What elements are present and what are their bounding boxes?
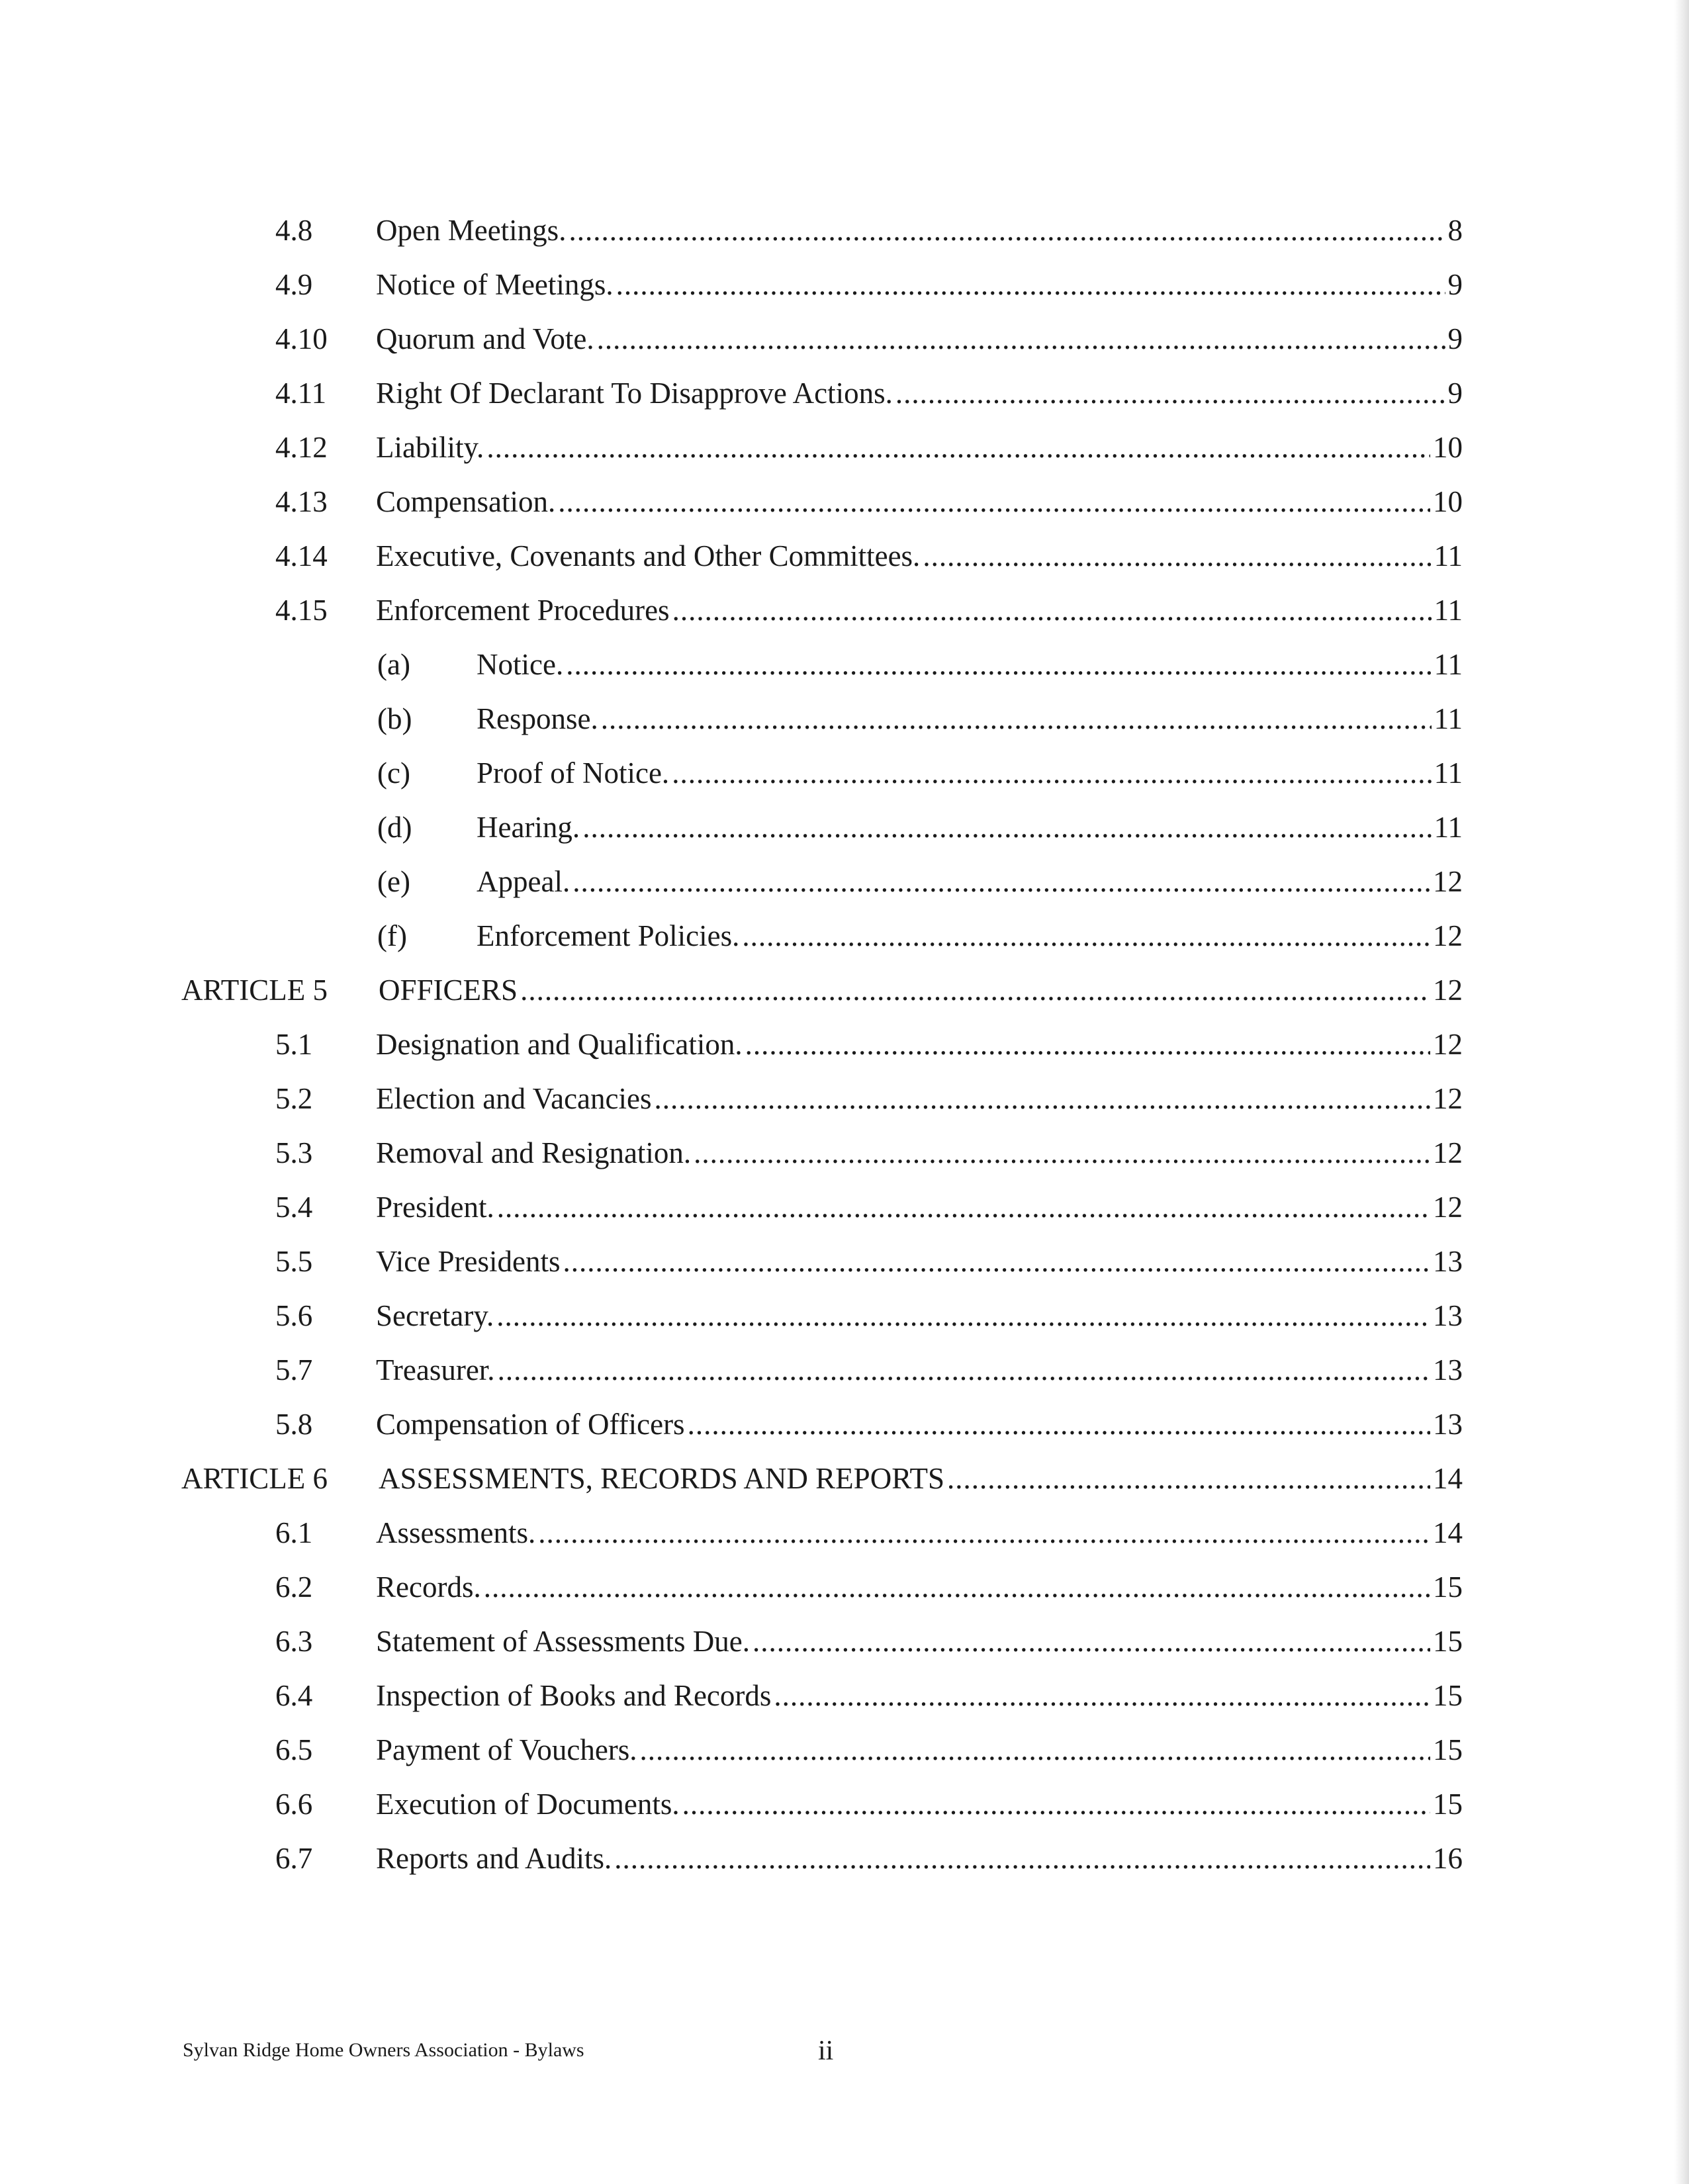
- toc-entry-number: (b): [377, 702, 412, 735]
- toc-entry-page: 11: [1434, 594, 1463, 627]
- toc-entry-title: Notice of Meetings.: [376, 268, 614, 301]
- toc-entry-6-1: [0, 1513, 1689, 1553]
- toc-entry-page: 15: [1433, 1679, 1463, 1712]
- toc-entry-title: Inspection of Books and Records: [376, 1679, 772, 1712]
- toc-entry-5-5: [0, 1242, 1689, 1281]
- toc-entry-page: 15: [1433, 1625, 1463, 1658]
- toc-entry-number: 4.11: [275, 377, 327, 410]
- toc-entry-page: 14: [1433, 1462, 1463, 1495]
- toc-entry-title: Enforcement Procedures: [376, 594, 670, 627]
- toc-entry-title: Notice.: [477, 648, 564, 681]
- toc-entry-5-6: [0, 1296, 1689, 1336]
- toc-entry-page: 13: [1433, 1353, 1463, 1387]
- toc-entry-number: ARTICLE 5: [181, 974, 328, 1007]
- toc-entry-title: President.: [376, 1191, 494, 1224]
- toc-entry-number: 4.10: [275, 322, 328, 355]
- toc-entry-number: 6.6: [275, 1788, 313, 1821]
- toc-entry-5-3: [0, 1133, 1689, 1173]
- toc-entry-number: (a): [377, 648, 410, 681]
- toc-entry-6-6: [0, 1784, 1689, 1824]
- toc-entry-number: 6.5: [275, 1733, 313, 1766]
- toc-dot-leader: [484, 1567, 1430, 1607]
- toc-entry-page: 10: [1433, 431, 1463, 464]
- toc-entry-4-15: [0, 590, 1689, 630]
- toc-entry-6-7: [0, 1839, 1689, 1878]
- toc-dot-leader: [597, 319, 1445, 359]
- toc-entry-number: 6.2: [275, 1570, 313, 1604]
- toc-entry-page: 9: [1447, 322, 1463, 355]
- toc-entry-page: 12: [1433, 919, 1463, 952]
- toc-entry-title: Designation and Qualification.: [376, 1028, 743, 1061]
- toc-subentry-f: [0, 916, 1689, 956]
- footer-document-title: Sylvan Ridge Home Owners Association - Bylaws: [183, 2039, 584, 2061]
- toc-entry-5-1: [0, 1024, 1689, 1064]
- toc-subentry-a: [0, 645, 1689, 684]
- toc-entry-page: 11: [1434, 702, 1463, 735]
- toc-entry-number: 5.8: [275, 1408, 313, 1441]
- toc-entry-page: 10: [1433, 485, 1463, 518]
- toc-dot-leader: [672, 753, 1431, 793]
- toc-entry-number: 4.14: [275, 539, 328, 572]
- toc-entry-title: OFFICERS: [379, 974, 518, 1007]
- toc-entry-4-8: [0, 210, 1689, 250]
- toc-entry-number: (e): [377, 865, 410, 898]
- toc-entry-6-5: [0, 1730, 1689, 1770]
- toc-subentry-d: [0, 807, 1689, 847]
- toc-dot-leader: [745, 1024, 1430, 1064]
- toc-dot-leader: [563, 1242, 1430, 1281]
- toc-entry-number: (c): [377, 756, 410, 790]
- toc-entry-title: Vice Presidents: [376, 1245, 561, 1278]
- toc-entry-page: 14: [1433, 1516, 1463, 1549]
- toc-dot-leader: [923, 536, 1431, 576]
- toc-entry-title: Right Of Declarant To Disapprove Actions.: [376, 377, 893, 410]
- toc-entry-title: Compensation of Officers: [376, 1408, 685, 1441]
- toc-entry-title: Election and Vacancies: [376, 1082, 652, 1115]
- toc-entry-title: Quorum and Vote.: [376, 322, 594, 355]
- toc-entry-5-4: [0, 1187, 1689, 1227]
- toc-dot-leader: [538, 1513, 1430, 1553]
- toc-entry-5-7: [0, 1350, 1689, 1390]
- toc-entry-title: Executive, Covenants and Other Committees.: [376, 539, 921, 572]
- toc-entry-title: Execution of Documents.: [376, 1788, 680, 1821]
- toc-article-5: [0, 970, 1689, 1010]
- toc-dot-leader: [486, 428, 1430, 467]
- toc-dot-leader: [496, 1296, 1430, 1336]
- toc-entry-number: 5.2: [275, 1082, 313, 1115]
- toc-entry-number: (f): [377, 919, 407, 952]
- toc-entry-4-12: [0, 428, 1689, 467]
- toc-dot-leader: [742, 916, 1430, 956]
- toc-dot-leader: [497, 1187, 1430, 1227]
- toc-entry-number: 4.12: [275, 431, 328, 464]
- toc-entry-title: Removal and Resignation.: [376, 1136, 692, 1169]
- toc-entry-4-11: [0, 373, 1689, 413]
- toc-article-6: [0, 1459, 1689, 1498]
- toc-entry-title: Reports and Audits.: [376, 1842, 612, 1875]
- toc-entry-title: Proof of Notice.: [477, 756, 670, 790]
- toc-entry-number: 6.4: [275, 1679, 313, 1712]
- toc-entry-number: (d): [377, 811, 412, 844]
- toc-subentry-c: [0, 753, 1689, 793]
- toc-entry-number: 5.6: [275, 1299, 313, 1332]
- toc-entry-number: 6.1: [275, 1516, 313, 1549]
- toc-subentry-b: [0, 699, 1689, 739]
- toc-entry-page: 9: [1447, 268, 1463, 301]
- toc-entry-title: ASSESSMENTS, RECORDS AND REPORTS: [379, 1462, 945, 1495]
- toc-entry-6-4: [0, 1676, 1689, 1715]
- toc-dot-leader: [672, 590, 1432, 630]
- toc-entry-page: 13: [1433, 1299, 1463, 1332]
- toc-dot-leader: [601, 699, 1432, 739]
- toc-entry-title: Assessments.: [376, 1516, 536, 1549]
- toc-entry-number: 5.7: [275, 1353, 313, 1387]
- toc-dot-leader: [774, 1676, 1430, 1715]
- toc-dot-leader: [682, 1784, 1430, 1824]
- toc-entry-number: 6.3: [275, 1625, 313, 1658]
- toc-entry-title: Secretary.: [376, 1299, 494, 1332]
- toc-dot-leader: [582, 807, 1431, 847]
- toc-entry-6-2: [0, 1567, 1689, 1607]
- toc-entry-page: 16: [1433, 1842, 1463, 1875]
- toc-entry-4-9: [0, 265, 1689, 304]
- toc-entry-title: Enforcement Policies.: [477, 919, 740, 952]
- toc-entry-title: Statement of Assessments Due.: [376, 1625, 750, 1658]
- toc-entry-4-14: [0, 536, 1689, 576]
- toc-dot-leader: [566, 645, 1431, 684]
- toc-entry-title: Liability.: [376, 431, 484, 464]
- toc-entry-page: 11: [1434, 648, 1463, 681]
- toc-entry-page: 15: [1433, 1570, 1463, 1604]
- toc-dot-leader: [694, 1133, 1430, 1173]
- toc-entry-number: ARTICLE 6: [181, 1462, 328, 1495]
- toc-entry-title: Compensation.: [376, 485, 556, 518]
- toc-entry-page: 12: [1433, 974, 1463, 1007]
- toc-dot-leader: [640, 1730, 1430, 1770]
- toc-dot-leader: [569, 210, 1445, 250]
- toc-subentry-e: [0, 862, 1689, 901]
- footer-page-number: ii: [818, 2036, 834, 2066]
- toc-entry-page: 15: [1433, 1788, 1463, 1821]
- toc-entry-number: 5.4: [275, 1191, 313, 1224]
- toc-entry-page: 11: [1434, 756, 1463, 790]
- toc-entry-number: 4.8: [275, 214, 313, 247]
- toc-entry-5-2: [0, 1079, 1689, 1118]
- toc-entry-page: 11: [1434, 539, 1463, 572]
- toc-entry-number: 5.1: [275, 1028, 313, 1061]
- toc-entry-number: 5.3: [275, 1136, 313, 1169]
- toc-entry-title: Hearing.: [477, 811, 580, 844]
- toc-dot-leader: [947, 1459, 1430, 1498]
- toc-dot-leader: [753, 1621, 1430, 1661]
- toc-entry-number: 4.13: [275, 485, 328, 518]
- toc-entry-title: Payment of Vouchers.: [376, 1733, 637, 1766]
- toc-entry-title: Appeal.: [477, 865, 571, 898]
- toc-entry-number: 5.5: [275, 1245, 313, 1278]
- toc-dot-leader: [558, 482, 1430, 522]
- toc-entry-4-10: [0, 319, 1689, 359]
- toc-dot-leader: [616, 265, 1445, 304]
- toc-entry-page: 8: [1447, 214, 1463, 247]
- toc-entry-number: 4.9: [275, 268, 313, 301]
- toc-dot-leader: [688, 1404, 1430, 1444]
- toc-dot-leader: [498, 1350, 1430, 1390]
- toc-entry-page: 9: [1447, 377, 1463, 410]
- toc-entry-page: 11: [1434, 811, 1463, 844]
- toc-dot-leader: [655, 1079, 1431, 1118]
- toc-entry-page: 12: [1433, 865, 1463, 898]
- toc-entry-5-8: [0, 1404, 1689, 1444]
- toc-entry-number: 6.7: [275, 1842, 313, 1875]
- toc-dot-leader: [520, 970, 1430, 1010]
- toc-entry-page: 13: [1433, 1408, 1463, 1441]
- toc-entry-title: Response.: [477, 702, 598, 735]
- toc-entry-page: 12: [1433, 1028, 1463, 1061]
- toc-entry-number: 4.15: [275, 594, 328, 627]
- toc-entry-title: Records.: [376, 1570, 481, 1604]
- toc-entry-page: 12: [1433, 1191, 1463, 1224]
- toc-entry-4-13: [0, 482, 1689, 522]
- toc-entry-6-3: [0, 1621, 1689, 1661]
- toc-dot-leader: [895, 373, 1445, 413]
- toc-dot-leader: [572, 862, 1430, 901]
- toc-entry-page: 12: [1433, 1136, 1463, 1169]
- toc-entry-title: Treasurer.: [376, 1353, 495, 1387]
- toc-entry-page: 12: [1433, 1082, 1463, 1115]
- toc-dot-leader: [614, 1839, 1430, 1878]
- toc-entry-page: 13: [1433, 1245, 1463, 1278]
- toc-entry-title: Open Meetings.: [376, 214, 567, 247]
- toc-entry-page: 15: [1433, 1733, 1463, 1766]
